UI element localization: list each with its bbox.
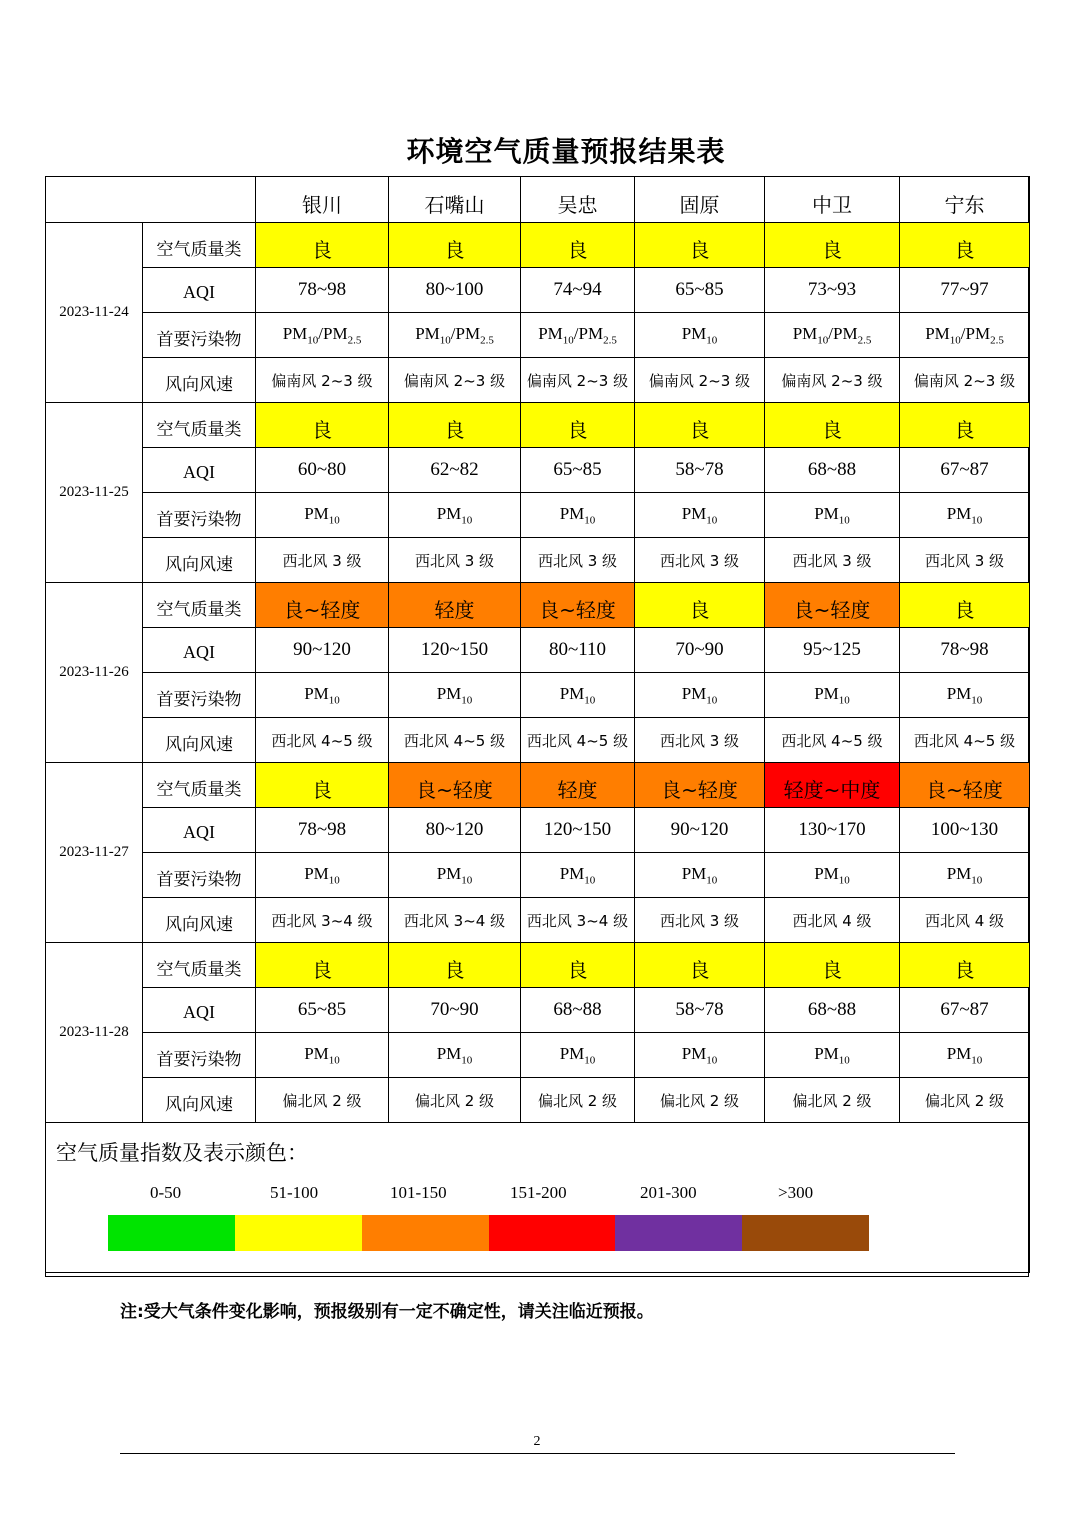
category-cell: 良 (900, 583, 1030, 628)
wind-cell: 西北风 3~4 级 (521, 898, 635, 943)
aqi-cell: 120~150 (389, 628, 521, 673)
legend-range-label: 0-50 (150, 1183, 182, 1202)
city-header: 银川 (256, 177, 389, 223)
aqi-cell: 65~85 (521, 448, 635, 493)
pm-prefix: PM (681, 863, 707, 883)
row-label: 空气质量类 (143, 223, 256, 268)
category-cell: 良~轻度 (521, 583, 635, 628)
legend-color-swatch (742, 1215, 869, 1251)
row-category (46, 403, 1030, 448)
wind-cell: 西北风 4~5 级 (900, 718, 1030, 763)
city-header: 吴忠 (521, 177, 635, 223)
row-wind (46, 358, 1030, 403)
pollutant-cell (635, 313, 765, 358)
date-cell: 2023-11-28 (46, 943, 143, 1123)
category-cell: 良 (521, 403, 635, 448)
wind-cell: 偏北风 2 级 (765, 1078, 900, 1123)
pm-prefix: PM (538, 323, 563, 343)
row-pollutant (46, 673, 1030, 718)
row-label: 首要污染物 (143, 1033, 256, 1078)
wind-cell: 西北风 3~4 级 (256, 898, 389, 943)
pm-subscript: 10 (461, 874, 473, 887)
pm-subscript: 10 (817, 334, 829, 347)
pm-prefix: PM (436, 683, 462, 703)
category-cell: 良 (389, 223, 521, 268)
pm-prefix: PM (304, 503, 329, 523)
pm-prefix: /PM (318, 323, 348, 343)
pollutant-cell (389, 493, 521, 538)
pm-prefix: /PM (450, 323, 481, 343)
pollutant-cell (256, 493, 389, 538)
pm-subscript: 10 (706, 694, 718, 707)
category-cell: 良 (765, 223, 900, 268)
pm-subscript: 10 (971, 514, 983, 527)
wind-cell: 西北风 3 级 (765, 538, 900, 583)
wind-cell: 偏南风 2~3 级 (256, 358, 389, 403)
category-cell: 轻度~中度 (765, 763, 900, 808)
wind-cell: 偏北风 2 级 (256, 1078, 389, 1123)
pm-prefix: PM (792, 323, 818, 343)
pm-prefix: PM (925, 323, 950, 343)
legend-title: 空气质量指数及表示颜色： (56, 1141, 308, 1165)
pm-prefix: PM (436, 1043, 462, 1063)
aqi-cell: 80~120 (389, 808, 521, 853)
pm-subscript: 10 (562, 334, 574, 347)
row-aqi (46, 628, 1030, 673)
wind-cell: 偏南风 2~3 级 (900, 358, 1030, 403)
wind-cell: 西北风 3~4 级 (389, 898, 521, 943)
date-cell: 2023-11-27 (46, 763, 143, 943)
pm-subscript: 10 (584, 514, 596, 527)
pollutant-cell (521, 673, 635, 718)
aqi-cell: 80~100 (389, 268, 521, 313)
aqi-cell: 67~87 (900, 448, 1030, 493)
aqi-cell: 74~94 (521, 268, 635, 313)
pollutant-cell (765, 313, 900, 358)
wind-cell: 偏北风 2 级 (900, 1078, 1030, 1123)
category-cell: 良~轻度 (256, 583, 389, 628)
pm-prefix: PM (436, 503, 462, 523)
row-label: 风向风速 (143, 538, 256, 583)
category-cell: 良~轻度 (900, 763, 1030, 808)
category-cell: 良 (900, 403, 1030, 448)
aqi-cell: 90~120 (635, 808, 765, 853)
pm-subscript: 2.5 (480, 334, 494, 347)
category-cell: 良 (900, 943, 1030, 988)
aqi-cell: 67~87 (900, 988, 1030, 1033)
category-cell: 良~轻度 (389, 763, 521, 808)
footer-rule (120, 1453, 955, 1454)
category-cell: 良 (521, 223, 635, 268)
row-category (46, 943, 1030, 988)
pm-prefix: PM (559, 863, 585, 883)
aqi-cell: 68~88 (521, 988, 635, 1033)
aqi-cell: 130~170 (765, 808, 900, 853)
pm-subscript: 10 (971, 694, 983, 707)
category-cell: 良 (256, 763, 389, 808)
pm-subscript: 10 (971, 1054, 983, 1067)
pm-prefix: PM (946, 863, 972, 883)
pm-prefix: PM (946, 1043, 972, 1063)
aqi-cell: 58~78 (635, 988, 765, 1033)
category-cell: 轻度 (521, 763, 635, 808)
pm-prefix: PM (814, 503, 839, 523)
pm-prefix: /PM (960, 323, 991, 343)
row-label: AQI (143, 628, 256, 673)
category-cell: 良 (389, 943, 521, 988)
pm-subscript: 10 (838, 694, 850, 707)
category-cell: 良 (635, 583, 765, 628)
corner-cell (46, 177, 256, 223)
row-pollutant (46, 1033, 1030, 1078)
pm-prefix: PM (304, 683, 329, 703)
pollutant-cell (256, 853, 389, 898)
pm-prefix: PM (304, 863, 329, 883)
date-cell: 2023-11-26 (46, 583, 143, 763)
city-header: 石嘴山 (389, 177, 521, 223)
row-aqi (46, 808, 1030, 853)
row-wind (46, 898, 1030, 943)
aqi-cell: 77~97 (900, 268, 1030, 313)
aqi-cell: 62~82 (389, 448, 521, 493)
row-aqi (46, 448, 1030, 493)
legend-range-label: 201-300 (640, 1183, 697, 1202)
legend-range-label: 101-150 (390, 1183, 447, 1202)
wind-cell: 偏南风 2~3 级 (765, 358, 900, 403)
category-cell: 良 (635, 223, 765, 268)
row-wind (46, 538, 1030, 583)
pm-prefix: PM (814, 863, 839, 883)
pollutant-cell (765, 493, 900, 538)
row-pollutant (46, 853, 1030, 898)
pollutant-cell (635, 853, 765, 898)
aqi-cell: 73~93 (765, 268, 900, 313)
pollutant-cell (256, 313, 389, 358)
row-label: 首要污染物 (143, 493, 256, 538)
legend-color-swatch (489, 1215, 616, 1251)
aqi-cell: 78~98 (256, 268, 389, 313)
pm-prefix: PM (946, 503, 972, 523)
pollutant-cell (765, 853, 900, 898)
row-label: 风向风速 (143, 1078, 256, 1123)
pm-subscript: 10 (971, 874, 983, 887)
wind-cell: 西北风 3 级 (635, 538, 765, 583)
pm-subscript: 10 (461, 1054, 473, 1067)
page-number: 2 (533, 1434, 541, 1449)
category-cell: 良~轻度 (635, 763, 765, 808)
wind-cell: 西北风 4 级 (900, 898, 1030, 943)
category-cell: 良 (256, 223, 389, 268)
pm-subscript: 10 (439, 334, 451, 347)
date-cell: 2023-11-24 (46, 223, 143, 403)
row-label: 空气质量类 (143, 763, 256, 808)
pollutant-cell (900, 853, 1030, 898)
aqi-cell: 68~88 (765, 988, 900, 1033)
row-label: AQI (143, 268, 256, 313)
pollutant-cell (389, 313, 521, 358)
aqi-cell: 70~90 (635, 628, 765, 673)
pollutant-cell (256, 1033, 389, 1078)
city-header: 宁东 (900, 177, 1030, 223)
aqi-cell: 95~125 (765, 628, 900, 673)
city-header: 固原 (635, 177, 765, 223)
row-label: 空气质量类 (143, 943, 256, 988)
aqi-cell: 78~98 (256, 808, 389, 853)
category-cell: 良 (521, 943, 635, 988)
wind-cell: 西北风 3 级 (256, 538, 389, 583)
pm-prefix: PM (814, 683, 839, 703)
pollutant-cell (635, 673, 765, 718)
legend-color-swatch (615, 1215, 742, 1251)
row-label: AQI (143, 808, 256, 853)
pm-prefix: PM (559, 1043, 585, 1063)
wind-cell: 西北风 3 级 (635, 898, 765, 943)
pollutant-cell (635, 493, 765, 538)
legend-color-swatch (235, 1215, 362, 1251)
wind-cell: 偏南风 2~3 级 (521, 358, 635, 403)
row-aqi (46, 268, 1030, 313)
header-row (46, 177, 1030, 223)
aqi-cell: 80~110 (521, 628, 635, 673)
pm-subscript: 10 (949, 334, 961, 347)
pm-prefix: PM (282, 323, 308, 343)
pollutant-cell (256, 673, 389, 718)
legend-color-swatch (108, 1215, 235, 1251)
pollutant-cell (521, 1033, 635, 1078)
category-cell: 轻度 (389, 583, 521, 628)
footnote: 注:受大气条件变化影响，预报级别有一定不确定性，请关注临近预报。 (120, 1302, 654, 1322)
pm-subscript: 10 (838, 514, 850, 527)
pm-subscript: 10 (706, 1054, 718, 1067)
row-label: 风向风速 (143, 718, 256, 763)
aqi-cell: 58~78 (635, 448, 765, 493)
row-wind (46, 718, 1030, 763)
pm-prefix: PM (681, 683, 707, 703)
aqi-cell: 100~130 (900, 808, 1030, 853)
category-cell: 良 (900, 223, 1030, 268)
pm-subscript: 2.5 (347, 334, 362, 347)
pollutant-cell (900, 673, 1030, 718)
pm-prefix: PM (559, 503, 585, 523)
pm-subscript: 10 (706, 874, 718, 887)
wind-cell: 偏北风 2 级 (521, 1078, 635, 1123)
pm-subscript: 10 (706, 334, 718, 347)
wind-cell: 西北风 4~5 级 (521, 718, 635, 763)
row-label: 风向风速 (143, 898, 256, 943)
pm-subscript: 10 (328, 1054, 340, 1067)
pm-subscript: 10 (328, 694, 340, 707)
pm-prefix: /PM (828, 323, 858, 343)
pm-subscript: 10 (307, 334, 319, 347)
pm-prefix: PM (814, 1043, 839, 1063)
pm-subscript: 2.5 (857, 334, 872, 347)
pm-prefix: PM (681, 503, 707, 523)
wind-cell: 偏南风 2~3 级 (635, 358, 765, 403)
aqi-cell: 70~90 (389, 988, 521, 1033)
wind-cell: 西北风 4~5 级 (765, 718, 900, 763)
wind-cell: 偏南风 2~3 级 (389, 358, 521, 403)
row-label: 首要污染物 (143, 673, 256, 718)
pm-subscript: 10 (584, 1054, 596, 1067)
pm-prefix: /PM (573, 323, 604, 343)
pm-subscript: 10 (461, 514, 473, 527)
pm-prefix: PM (304, 1043, 329, 1063)
legend-range-label: 151-200 (510, 1183, 567, 1202)
pm-subscript: 10 (461, 694, 473, 707)
aqi-cell: 68~88 (765, 448, 900, 493)
row-aqi (46, 988, 1030, 1033)
pollutant-cell (900, 1033, 1030, 1078)
category-cell: 良 (256, 403, 389, 448)
pm-subscript: 10 (584, 694, 596, 707)
pm-prefix: PM (415, 323, 440, 343)
aqi-cell: 78~98 (900, 628, 1030, 673)
pollutant-cell (900, 313, 1030, 358)
pollutant-cell (900, 493, 1030, 538)
wind-cell: 西北风 3 级 (521, 538, 635, 583)
category-cell: 良 (256, 943, 389, 988)
category-cell: 良 (389, 403, 521, 448)
pollutant-cell (765, 673, 900, 718)
row-pollutant (46, 493, 1030, 538)
row-category (46, 223, 1030, 268)
pollutant-cell (521, 313, 635, 358)
wind-cell: 偏北风 2 级 (389, 1078, 521, 1123)
row-pollutant (46, 313, 1030, 358)
legend-range-label: 51-100 (270, 1183, 319, 1202)
row-label: 首要污染物 (143, 853, 256, 898)
row-category (46, 763, 1030, 808)
row-category (46, 583, 1030, 628)
row-label: AQI (143, 448, 256, 493)
row-label: 首要污染物 (143, 313, 256, 358)
page-title: 环境空气质量预报结果表 (406, 135, 726, 168)
pm-prefix: PM (436, 863, 462, 883)
forecast-table (45, 176, 1030, 1273)
pollutant-cell (521, 853, 635, 898)
pm-prefix: PM (681, 1043, 707, 1063)
wind-cell: 偏北风 2 级 (635, 1078, 765, 1123)
pm-subscript: 10 (838, 874, 850, 887)
pm-subscript: 10 (706, 514, 718, 527)
pm-subscript: 10 (328, 874, 340, 887)
category-cell: 良 (765, 943, 900, 988)
pm-prefix: PM (681, 323, 707, 343)
city-header: 中卫 (765, 177, 900, 223)
pollutant-cell (635, 1033, 765, 1078)
pm-subscript: 10 (584, 874, 596, 887)
pm-prefix: PM (559, 683, 585, 703)
row-label: 空气质量类 (143, 403, 256, 448)
pollutant-cell (389, 1033, 521, 1078)
pm-prefix: PM (946, 683, 972, 703)
wind-cell: 西北风 3 级 (389, 538, 521, 583)
row-wind (46, 1078, 1030, 1123)
aqi-cell: 65~85 (256, 988, 389, 1033)
row-label: AQI (143, 988, 256, 1033)
pm-subscript: 10 (328, 514, 340, 527)
pollutant-cell (389, 853, 521, 898)
date-cell: 2023-11-25 (46, 403, 143, 583)
category-cell: 良 (635, 403, 765, 448)
wind-cell: 西北风 3 级 (900, 538, 1030, 583)
aqi-cell: 120~150 (521, 808, 635, 853)
pollutant-cell (765, 1033, 900, 1078)
wind-cell: 西北风 4 级 (765, 898, 900, 943)
row-label: 风向风速 (143, 358, 256, 403)
row-label: 空气质量类 (143, 583, 256, 628)
pollutant-cell (389, 673, 521, 718)
legend-range-label: >300 (778, 1183, 814, 1202)
aqi-cell: 90~120 (256, 628, 389, 673)
pm-subscript: 2.5 (990, 334, 1004, 347)
legend-color-swatch (362, 1215, 489, 1251)
aqi-cell: 60~80 (256, 448, 389, 493)
aqi-cell: 65~85 (635, 268, 765, 313)
category-cell: 良~轻度 (765, 583, 900, 628)
category-cell: 良 (635, 943, 765, 988)
wind-cell: 西北风 4~5 级 (256, 718, 389, 763)
wind-cell: 西北风 4~5 级 (389, 718, 521, 763)
pm-subscript: 10 (838, 1054, 850, 1067)
wind-cell: 西北风 3 级 (635, 718, 765, 763)
pollutant-cell (521, 493, 635, 538)
category-cell: 良 (765, 403, 900, 448)
pm-subscript: 2.5 (603, 334, 617, 347)
